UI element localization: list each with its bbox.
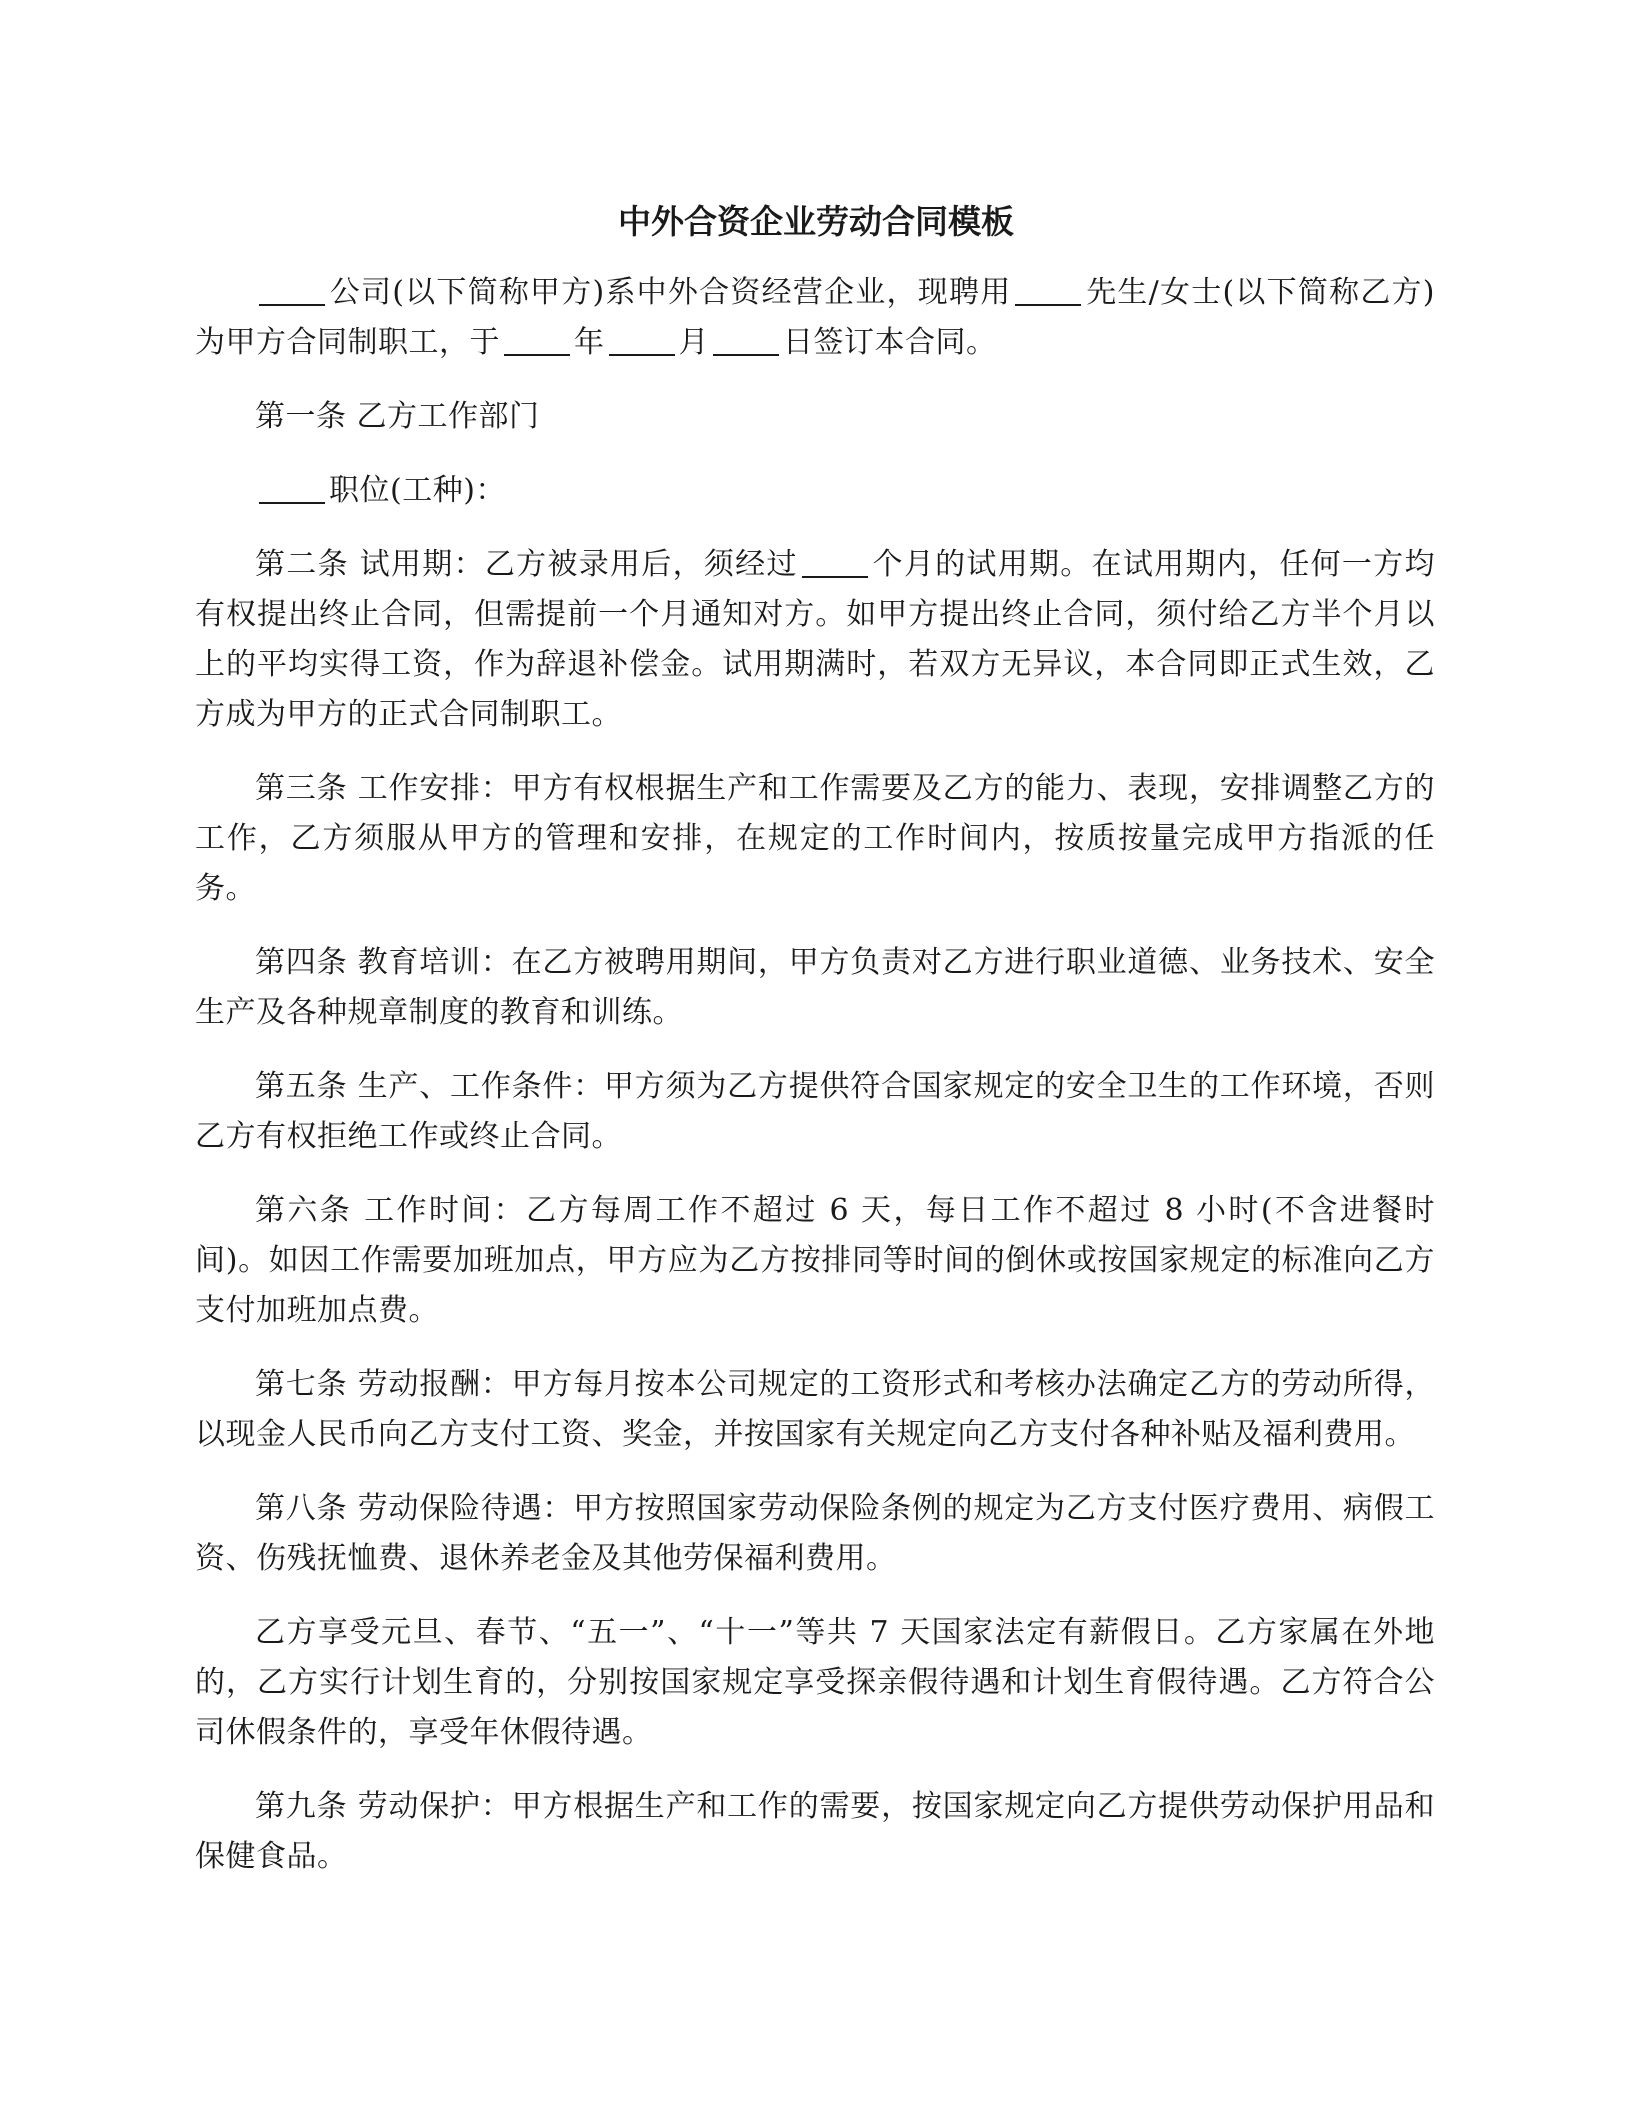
position-label: 职位(工种)： (329, 473, 506, 508)
article-4-paragraph: 第四条 教育培训：在乙方被聘用期间，甲方负责对乙方进行职业道德、业务技术、安全生产及各种规章制度的教育和训练。 (195, 945, 1435, 1030)
intro-text-1: 公司(以下简称甲方)系中外合资经营企业，现聘用 (329, 275, 1012, 310)
probation-months-blank (802, 546, 868, 578)
month-blank (609, 324, 675, 356)
article-3-paragraph: 第三条 工作安排：甲方有权根据生产和工作需要及乙方的能力、表现，安排调整乙方的工作，乙方须服从甲方的管理和安排，在规定的工作时间内，按质按量完成甲方指派的任务。 (195, 771, 1435, 906)
year-blank (504, 324, 570, 356)
company-name-blank (259, 274, 325, 306)
article-8-paragraph: 第八条 劳动保险待遇：甲方按照国家劳动保险条例的规定为乙方支付医疗费用、病假工资、伤残抚恤费、退休养老金及其他劳保福利费用。 (195, 1491, 1435, 1576)
article-9-paragraph: 第九条 劳动保护：甲方根据生产和工作的需要，按国家规定向乙方提供劳动保护用品和保健食品。 (195, 1789, 1435, 1874)
day-blank (713, 324, 779, 356)
document-title: 中外合资企业劳动合同模板 (618, 202, 1014, 241)
article-2-paragraph (195, 540, 1435, 740)
position-line (195, 466, 1435, 516)
document-body (195, 268, 1435, 1906)
intro-text-2: 先生/女士(以下简称乙方)为甲方合同制职工，于 (195, 275, 1435, 360)
intro-text-5: 日签订本合同。 (783, 325, 997, 360)
employee-name-blank (1015, 274, 1081, 306)
intro-paragraph (195, 268, 1435, 368)
department-blank (259, 472, 325, 504)
article-1-heading: 第一条 乙方工作部门 (255, 399, 540, 434)
article-7-paragraph: 第七条 劳动报酬：甲方每月按本公司规定的工资形式和考核办法确定乙方的劳动所得，以现金人民币向乙方支付工资、奖金，并按国家有关规定向乙方支付各种补贴及福利费用。 (195, 1367, 1435, 1452)
article-6-paragraph: 第六条 工作时间：乙方每周工作不超过 6 天，每日工作不超过 8 小时(不含进餐时间)。如因工作需要加班加点，甲方应为乙方按排同等时间的倒休或按国家规定的标准向乙方支付加班加点费。 (195, 1193, 1435, 1328)
article-5-paragraph: 第五条 生产、工作条件：甲方须为乙方提供符合国家规定的安全卫生的工作环境，否则乙方有权拒绝工作或终止合同。 (195, 1069, 1435, 1154)
holidays-paragraph: 乙方享受元旦、春节、“五一”、“十一”等共 7 天国家法定有薪假日。乙方家属在外地的，乙方实行计划生育的，分别按国家规定享受探亲假待遇和计划生育假待遇。乙方符合公司休假条件的，享受年休假待遇。 (195, 1615, 1435, 1750)
article-2-text-2: 个月的试用期。在试用期内，任何一方均有权提出终止合同，但需提前一个月通知对方。如甲方提出终止合同，须付给乙方半个月以上的平均实得工资，作为辞退补偿金。试用期满时，若双方无异议，本合同即正式生效，乙方成为甲方的正式合同制职工。 (195, 547, 1435, 732)
intro-text-4: 月 (678, 325, 709, 360)
article-2-text-1: 第二条 试用期：乙方被录用后，须经过 (255, 547, 798, 582)
intro-text-3: 年 (574, 325, 605, 360)
